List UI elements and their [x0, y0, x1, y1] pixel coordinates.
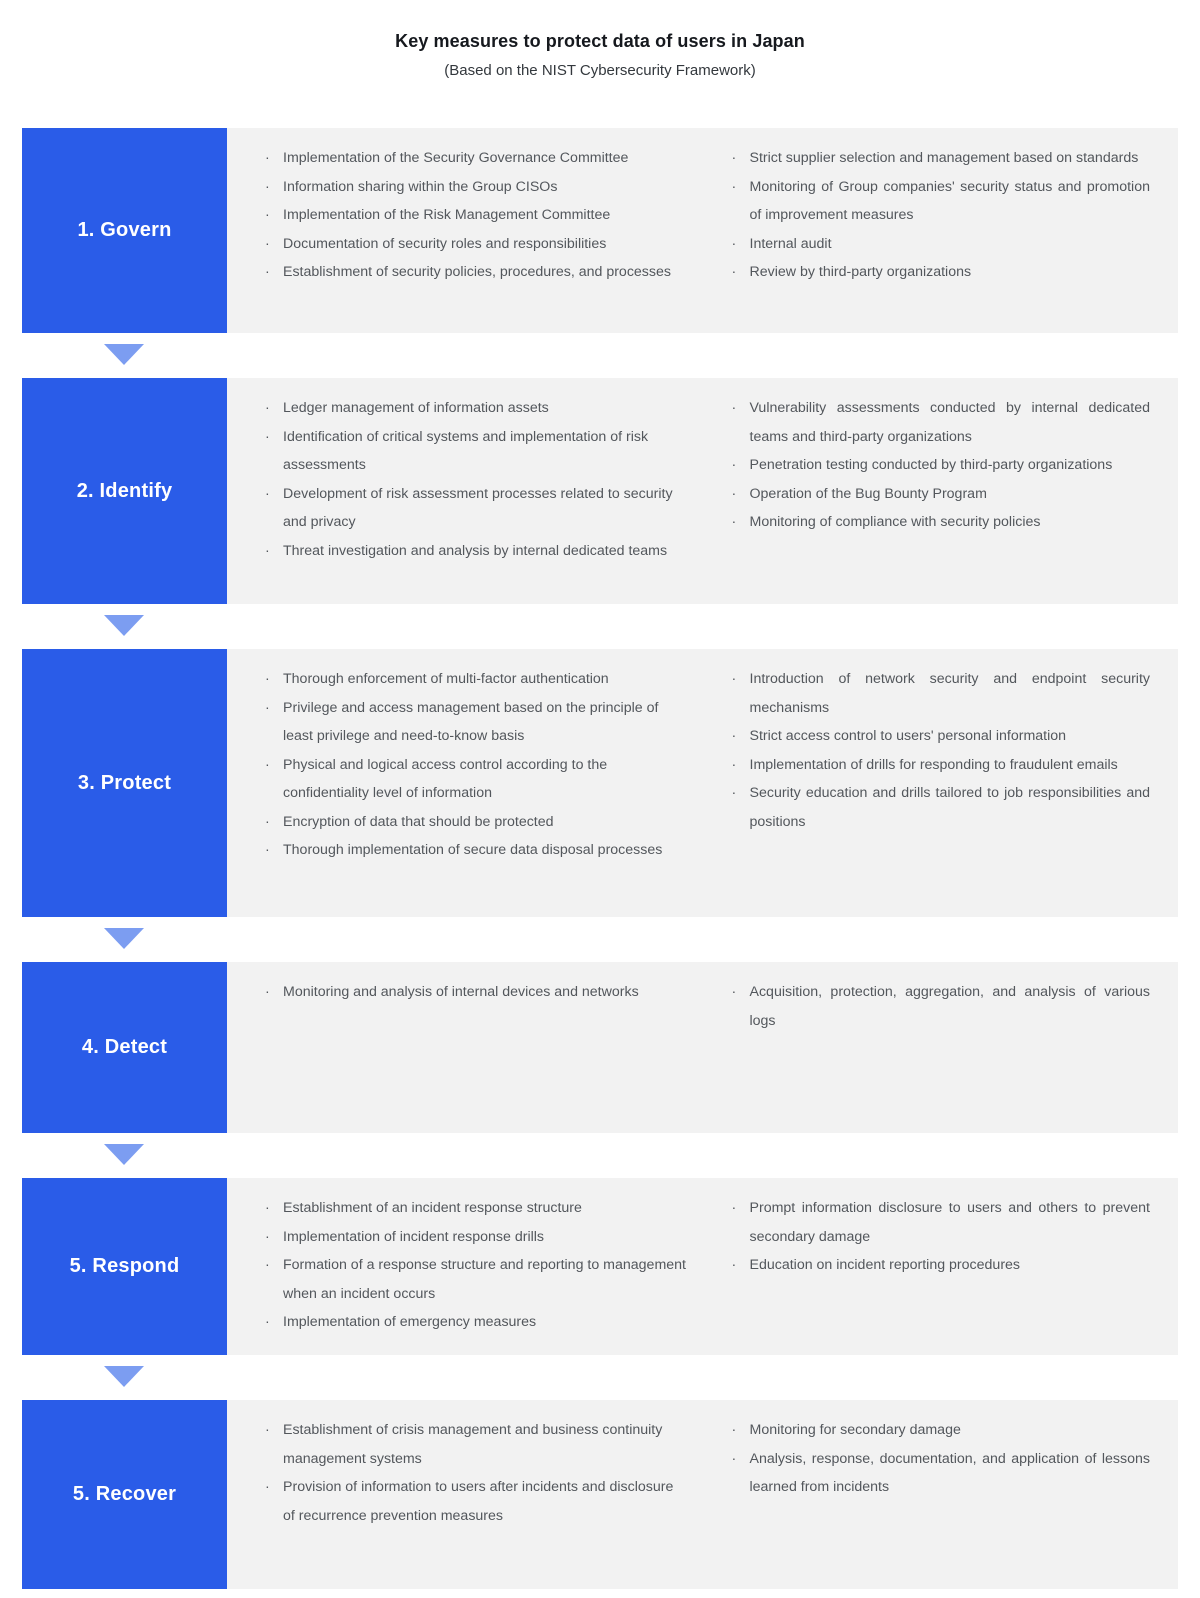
measure-text: Privilege and access management based on the principle of least privilege and need-to-know basis: [283, 699, 659, 744]
bullet-icon: ·: [731, 264, 737, 280]
measure-item: [261, 258, 687, 287]
section-measures-panel: [227, 649, 1178, 917]
measure-item: [728, 508, 1151, 537]
measures-column-right: [703, 144, 1179, 323]
measure-item: [728, 230, 1151, 259]
down-arrow-icon: [104, 1366, 144, 1387]
section-label: 2. Identify: [76, 479, 173, 502]
bullet-icon: ·: [265, 671, 270, 687]
measure-item: [261, 1223, 687, 1252]
page-title: Key measures to protect data of users in Japan: [395, 31, 805, 51]
bullet-icon: ·: [265, 428, 270, 445]
framework-section-identify: [22, 378, 1178, 604]
bullet-icon: ·: [731, 785, 737, 801]
measure-item: [728, 173, 1151, 230]
measure-item: [728, 258, 1151, 287]
measure-text: Development of risk assessment processes related to security and privacy: [283, 485, 673, 530]
page-header: [0, 0, 1200, 128]
measures-column-left: [227, 394, 703, 594]
measure-item: [261, 144, 687, 173]
measure-text: Documentation of security roles and responsibilities: [283, 235, 607, 252]
framework-section-govern: [22, 128, 1178, 333]
measures-column-right: [703, 978, 1179, 1123]
measure-text: Physical and logical access control according to the confidentiality level of information: [283, 756, 608, 801]
measure-text: Vulnerability assessments conducted by internal dedicated teams and third-party organizations: [749, 400, 1150, 445]
measure-text: Strict supplier selection and management based on standards: [749, 150, 1139, 166]
bullet-icon: ·: [265, 207, 270, 223]
flow-arrow-row: [22, 1133, 1178, 1178]
measure-item: [728, 978, 1151, 1035]
bullet-icon: ·: [731, 756, 737, 773]
measure-text: Encryption of data that should be protected: [283, 813, 554, 830]
measure-text: Implementation of incident response drills: [283, 1228, 545, 1245]
measure-item: [728, 480, 1151, 509]
measure-text: Monitoring for secondary damage: [749, 1422, 961, 1438]
measure-text: Penetration testing conducted by third-party organizations: [749, 457, 1113, 473]
measure-text: Strict access control to users' personal information: [749, 728, 1067, 744]
section-label: 4. Detect: [81, 1036, 168, 1058]
measures-column-left: [227, 665, 703, 907]
bullet-icon: ·: [265, 1314, 270, 1330]
measure-text: Provision of information to users after incidents and disclosure of recurrence prevention measures: [283, 1479, 674, 1524]
measures-column-left: [227, 144, 703, 323]
down-arrow-icon: [104, 344, 144, 365]
measure-text: Implementation of drills for responding to fraudulent emails: [749, 756, 1118, 773]
measure-item: [728, 1251, 1151, 1280]
measures-column-right: [703, 1194, 1179, 1345]
measure-item: [728, 451, 1151, 480]
bullet-icon: ·: [265, 235, 270, 252]
section-label-box: [22, 1178, 227, 1355]
section-label: 3. Protect: [77, 771, 172, 794]
section-measures-panel: [227, 128, 1178, 333]
measure-text: Establishment of crisis management and business continuity management systems: [283, 1422, 663, 1467]
measure-item: [261, 201, 687, 230]
measure-text: Operation of the Bug Bounty Program: [749, 485, 987, 502]
measures-column-right: [703, 1416, 1179, 1579]
measure-text: Acquisition, protection, aggregation, and analysis of various logs: [749, 984, 1150, 1029]
bullet-icon: ·: [265, 984, 270, 1000]
section-label: 5. Respond: [69, 1255, 180, 1277]
flow-arrow-row: [22, 604, 1178, 649]
measures-column-left: [227, 978, 703, 1123]
framework-flow: [22, 128, 1178, 1589]
measure-item: [261, 665, 687, 694]
bullet-icon: ·: [731, 514, 737, 530]
measure-text: Establishment of security policies, procedures, and processes: [283, 264, 671, 280]
bullet-icon: ·: [265, 264, 270, 280]
down-arrow-icon: [104, 615, 144, 636]
measure-item: [261, 480, 687, 537]
measure-item: [728, 665, 1151, 722]
page-subtitle: (Based on the NIST Cybersecurity Framework): [444, 62, 756, 79]
bullet-icon: ·: [265, 1422, 270, 1438]
measure-item: [728, 751, 1151, 780]
measure-text: Implementation of the Risk Management Committee: [283, 207, 611, 223]
measure-item: [261, 836, 687, 865]
bullet-icon: ·: [731, 671, 737, 687]
bullet-icon: ·: [265, 485, 270, 502]
section-measures-panel: [227, 378, 1178, 604]
framework-section-protect: [22, 649, 1178, 917]
bullet-icon: ·: [265, 1228, 270, 1245]
measure-item: [261, 173, 687, 202]
flow-arrow-row: [22, 333, 1178, 378]
measure-item: [261, 1473, 687, 1530]
measure-text: Education on incident reporting procedures: [749, 1257, 1021, 1273]
measure-item: [728, 1445, 1151, 1502]
bullet-icon: ·: [731, 1450, 737, 1467]
measure-text: Thorough enforcement of multi-factor authentication: [283, 671, 609, 687]
measure-text: Prompt information disclosure to users and others to prevent secondary damage: [749, 1200, 1150, 1245]
bullet-icon: ·: [265, 150, 270, 166]
measures-column-left: [227, 1416, 703, 1579]
measure-item: [728, 1416, 1151, 1445]
measure-item: [261, 751, 687, 808]
bullet-icon: ·: [731, 1200, 737, 1216]
section-label-box: [22, 962, 227, 1133]
bullet-icon: ·: [731, 150, 737, 166]
bullet-icon: ·: [265, 756, 270, 773]
bullet-icon: ·: [731, 984, 737, 1000]
bullet-icon: ·: [731, 400, 737, 416]
measure-item: [728, 722, 1151, 751]
measure-text: Implementation of the Security Governance Committee: [283, 150, 629, 166]
measure-text: Review by third-party organizations: [749, 264, 972, 280]
measure-item: [261, 694, 687, 751]
measure-item: [261, 230, 687, 259]
bullet-icon: ·: [265, 1479, 270, 1495]
measure-text: Monitoring and analysis of internal devices and networks: [283, 984, 639, 1000]
measure-item: [261, 537, 687, 566]
section-label-box: [22, 1400, 227, 1589]
measure-text: Thorough implementation of secure data disposal processes: [283, 842, 663, 858]
bullet-icon: ·: [731, 235, 737, 252]
section-measures-panel: [227, 1400, 1178, 1589]
section-label: 5. Recover: [72, 1483, 177, 1505]
measure-text: Analysis, response, documentation, and application of lessons learned from incidents: [749, 1450, 1150, 1495]
measures-column-right: [703, 394, 1179, 594]
bullet-icon: ·: [731, 178, 737, 195]
measure-item: [728, 779, 1151, 836]
down-arrow-icon: [104, 1144, 144, 1165]
measure-text: Formation of a response structure and reporting to management when an incident occurs: [283, 1257, 686, 1302]
bullet-icon: ·: [731, 485, 737, 502]
measure-text: Monitoring of Group companies' security status and promotion of improvement measures: [749, 178, 1150, 223]
bullet-icon: ·: [265, 813, 270, 830]
down-arrow-icon: [104, 928, 144, 949]
bullet-icon: ·: [731, 1257, 737, 1273]
framework-section-detect: [22, 962, 1178, 1133]
bullet-icon: ·: [265, 1200, 270, 1216]
measure-text: Monitoring of compliance with security policies: [749, 514, 1041, 530]
bullet-icon: ·: [265, 842, 270, 858]
section-label-box: [22, 649, 227, 917]
section-measures-panel: [227, 1178, 1178, 1355]
measure-text: Ledger management of information assets: [283, 400, 549, 416]
measure-item: [261, 1251, 687, 1308]
bullet-icon: ·: [265, 1257, 270, 1273]
section-label: 1. Govern: [77, 219, 172, 241]
measure-item: [261, 394, 687, 423]
measures-column-left: [227, 1194, 703, 1345]
framework-section-respond: [22, 1178, 1178, 1355]
section-label-box: [22, 128, 227, 333]
measure-text: Information sharing within the Group CISOs: [283, 178, 558, 195]
measure-text: Threat investigation and analysis by internal dedicated teams: [283, 542, 668, 559]
bullet-icon: ·: [731, 1422, 737, 1438]
measure-text: Internal audit: [749, 235, 832, 252]
flow-arrow-row: [22, 1355, 1178, 1400]
measure-text: Implementation of emergency measures: [283, 1314, 537, 1330]
framework-section-recover: [22, 1400, 1178, 1589]
measure-item: [261, 978, 687, 1007]
section-measures-panel: [227, 962, 1178, 1133]
measure-item: [728, 144, 1151, 173]
bullet-icon: ·: [731, 457, 737, 473]
measure-item: [261, 1194, 687, 1223]
measure-item: [728, 1194, 1151, 1251]
measure-item: [261, 423, 687, 480]
bullet-icon: ·: [265, 699, 270, 716]
measure-item: [261, 1308, 687, 1337]
bullet-icon: ·: [731, 728, 737, 744]
bullet-icon: ·: [265, 542, 270, 559]
bullet-icon: ·: [265, 400, 270, 416]
measure-text: Establishment of an incident response structure: [283, 1200, 582, 1216]
measure-text: Security education and drills tailored to job responsibilities and positions: [749, 785, 1150, 830]
measures-column-right: [703, 665, 1179, 907]
measure-text: Introduction of network security and endpoint security mechanisms: [749, 671, 1150, 716]
measure-item: [261, 808, 687, 837]
measure-item: [728, 394, 1151, 451]
bullet-icon: ·: [265, 178, 270, 195]
measure-text: Identification of critical systems and implementation of risk assessments: [283, 428, 649, 473]
flow-arrow-row: [22, 917, 1178, 962]
measure-item: [261, 1416, 687, 1473]
section-label-box: [22, 378, 227, 604]
